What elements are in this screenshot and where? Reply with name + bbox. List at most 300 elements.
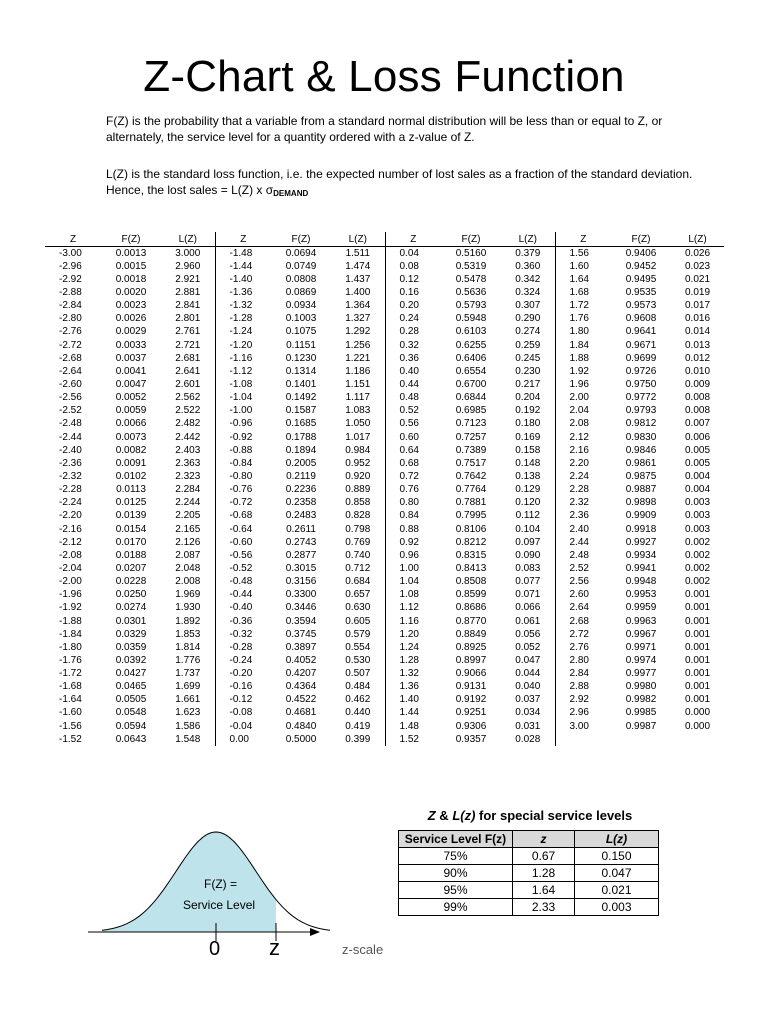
- cell-lz: 1.474: [331, 260, 385, 273]
- cell-z: -2.48: [59, 418, 82, 430]
- table-row: [45, 681, 724, 694]
- table-row: [399, 882, 659, 899]
- table-row: [45, 628, 724, 641]
- cell-lz: 2.126: [161, 536, 215, 549]
- table-row: [45, 300, 724, 313]
- special-cell-lz: 0.150: [575, 848, 659, 865]
- cell-fz: 0.0594: [115, 720, 147, 732]
- cell-z: 2.84: [569, 668, 589, 680]
- cell-z: -1.68: [59, 681, 82, 693]
- table-row: [45, 720, 724, 733]
- z-label: z: [269, 935, 280, 960]
- cell-fz: 0.9573: [625, 300, 657, 312]
- cell-z: -1.32: [229, 300, 253, 312]
- cell-lz: 0.324: [501, 286, 555, 299]
- cell-z: -1.08: [229, 378, 253, 390]
- table-row: [45, 589, 724, 602]
- cell-lz: 0.021: [684, 273, 711, 285]
- cell-lz: 0.712: [331, 562, 385, 575]
- table-row: [45, 497, 724, 510]
- cell-fz: 0.0033: [115, 339, 147, 351]
- cell-z: 2.28: [569, 484, 589, 496]
- cell-lz: 0.440: [331, 707, 385, 720]
- cell-z: -0.84: [229, 457, 253, 469]
- cell-lz: [671, 733, 724, 746]
- cell-lz: 0.001: [684, 694, 711, 706]
- cell-lz: 1.017: [331, 431, 385, 444]
- special-cell-lz: 0.003: [575, 899, 659, 916]
- cell-z: 0.60: [399, 431, 419, 443]
- cell-z: 3.00: [569, 720, 589, 732]
- special-cell-z: 0.67: [513, 848, 575, 865]
- cell-z: 2.24: [569, 470, 589, 482]
- special-cell-z: 1.64: [513, 882, 575, 899]
- cell-fz: 0.8106: [455, 523, 487, 535]
- cell-lz: 0.657: [331, 589, 385, 602]
- cell-fz: 0.1003: [285, 313, 317, 325]
- cell-fz: 0.6103: [455, 326, 487, 338]
- cell-lz: 0.023: [684, 260, 711, 272]
- cell-lz: 0.090: [501, 549, 555, 562]
- cell-fz: 0.4364: [285, 681, 317, 693]
- cell-lz: 0.001: [684, 615, 711, 627]
- cell-z: -2.76: [59, 326, 82, 338]
- cell-z: 2.08: [569, 418, 589, 430]
- cell-lz: 2.721: [161, 339, 215, 352]
- cell-fz: 0.1401: [285, 378, 317, 390]
- cell-z: -2.28: [59, 484, 82, 496]
- cell-fz: 0.0548: [115, 707, 147, 719]
- cell-z: -2.60: [59, 378, 82, 390]
- cell-fz: 0.9987: [625, 720, 657, 732]
- cell-lz: 2.960: [161, 260, 215, 273]
- cell-lz: 1.083: [331, 405, 385, 418]
- cell-lz: 1.776: [161, 654, 215, 667]
- cell-fz: 0.0188: [115, 549, 147, 561]
- cell-z: -1.04: [229, 392, 253, 404]
- special-levels-title: [400, 808, 660, 823]
- cell-lz: 0.858: [331, 497, 385, 510]
- cell-z: 1.32: [399, 668, 419, 680]
- cell-lz: 2.442: [161, 431, 215, 444]
- cell-z: 1.88: [569, 352, 589, 364]
- cell-lz: 0.008: [684, 392, 711, 404]
- cell-lz: 0.507: [331, 668, 385, 681]
- cell-fz: 0.0329: [115, 628, 147, 640]
- cell-fz: 0.9066: [455, 668, 487, 680]
- cell-lz: 0.798: [331, 523, 385, 536]
- cell-fz: 0.9495: [625, 273, 657, 285]
- cell-fz: 0.8925: [455, 641, 487, 653]
- cell-lz: 0.013: [684, 339, 711, 351]
- cell-fz: 0.2119: [286, 470, 316, 482]
- cell-lz: 0.419: [331, 720, 385, 733]
- cell-lz: 0.920: [331, 470, 385, 483]
- cell-fz: 0.2358: [285, 497, 317, 509]
- cell-fz: 0.3300: [285, 589, 317, 601]
- cell-lz: 0.005: [684, 444, 711, 456]
- cell-z: -1.72: [59, 668, 82, 680]
- cell-fz: 0.0228: [115, 576, 147, 588]
- cell-z: -1.52: [59, 733, 82, 745]
- cell-z: -1.28: [229, 313, 253, 325]
- header-lz: L(z): [575, 831, 659, 848]
- cell-z: -2.32: [59, 470, 82, 482]
- cell-z: -2.96: [59, 260, 82, 272]
- cell-fz: 0.2236: [285, 484, 317, 496]
- cell-fz: 0.1587: [285, 405, 317, 417]
- cell-z: 1.16: [399, 615, 419, 627]
- cell-fz: [611, 733, 671, 746]
- cell-lz: 1.221: [331, 352, 385, 365]
- cell-z: -0.24: [229, 654, 253, 666]
- cell-lz: 0.077: [501, 576, 555, 589]
- cell-fz: 0.9875: [625, 470, 657, 482]
- cell-lz: 1.186: [331, 365, 385, 378]
- cell-lz: 1.661: [161, 694, 215, 707]
- cell-lz: 0.104: [501, 523, 555, 536]
- cell-fz: 0.7389: [455, 444, 487, 456]
- cell-z: 2.04: [569, 405, 589, 417]
- cell-lz: 0.006: [684, 431, 711, 443]
- cell-lz: 0.031: [501, 720, 555, 733]
- cell-lz: 2.048: [161, 562, 215, 575]
- cell-z: -2.80: [59, 313, 82, 325]
- cell-lz: 0.274: [501, 326, 555, 339]
- cell-lz: 0.007: [684, 418, 711, 430]
- cell-lz: 2.881: [161, 286, 215, 299]
- cell-z: 0.88: [399, 523, 419, 535]
- cell-fz: 0.9927: [625, 536, 657, 548]
- cell-lz: 0.047: [501, 654, 555, 667]
- cell-z: 0.56: [399, 418, 419, 430]
- cell-z: -0.56: [229, 549, 253, 561]
- bell-curve-svg: [80, 820, 400, 970]
- cell-z: -0.32: [229, 628, 253, 640]
- col-header-fz: F(Z): [441, 232, 501, 247]
- cell-lz: 0.630: [331, 602, 385, 615]
- table-row: [45, 405, 724, 418]
- cell-z: 0.92: [399, 536, 419, 548]
- cell-fz: 0.9192: [455, 694, 487, 706]
- table-row: [45, 392, 724, 405]
- cell-lz: 0.010: [684, 365, 711, 377]
- cell-fz: 0.0869: [285, 286, 317, 298]
- cell-z: -1.88: [59, 615, 82, 627]
- cell-fz: 0.0091: [115, 457, 147, 469]
- cell-z: -1.12: [229, 365, 253, 377]
- fz-label-line2: Service Level: [183, 898, 256, 912]
- cell-z: -2.08: [59, 549, 82, 561]
- cell-lz: 0.180: [501, 418, 555, 431]
- cell-z: 0.64: [399, 444, 419, 456]
- cell-z: -0.08: [229, 707, 253, 719]
- cell-z: -1.60: [59, 707, 82, 719]
- cell-fz: 0.6985: [455, 405, 487, 417]
- cell-z: 0.24: [399, 313, 419, 325]
- cell-fz: 0.8413: [455, 562, 487, 574]
- cell-z: 1.84: [569, 339, 589, 351]
- col-header-fz: F(Z): [611, 232, 671, 247]
- cell-fz: 0.9963: [625, 615, 657, 627]
- table-row: [399, 899, 659, 916]
- col-header-lz: L(Z): [671, 232, 724, 247]
- cell-lz: 1.292: [331, 326, 385, 339]
- cell-fz: 0.5319: [455, 260, 487, 272]
- cell-lz: 0.037: [501, 694, 555, 707]
- cell-lz: 0.530: [331, 654, 385, 667]
- cell-z: 0.00: [229, 733, 249, 745]
- cell-z: -1.56: [59, 720, 82, 732]
- cell-fz: 0.9699: [625, 352, 657, 364]
- cell-lz: 0.952: [331, 457, 385, 470]
- z-scale-label: z-scale: [342, 942, 384, 957]
- cell-lz: 0.002: [684, 562, 711, 574]
- table-row: [45, 313, 724, 326]
- cell-fz: 0.1075: [285, 326, 317, 338]
- cell-fz: 0.9452: [625, 260, 657, 272]
- cell-z: -0.16: [229, 681, 253, 693]
- cell-fz: 0.0694: [285, 247, 317, 259]
- cell-fz: 0.0207: [115, 562, 147, 574]
- table-row: [45, 457, 724, 470]
- cell-lz: 0.097: [501, 536, 555, 549]
- cell-lz: 1.400: [331, 286, 385, 299]
- cell-z: 1.92: [569, 365, 589, 377]
- cell-z: -2.04: [59, 562, 82, 574]
- cell-lz: 0.245: [501, 352, 555, 365]
- cell-fz: 0.8849: [455, 628, 487, 640]
- cell-fz: 0.0113: [116, 484, 146, 496]
- fz-label-line1: F(Z) =: [204, 877, 237, 891]
- cell-lz: 0.040: [501, 681, 555, 694]
- cell-fz: 0.0073: [115, 431, 147, 443]
- table-row: [45, 352, 724, 365]
- cell-fz: 0.5948: [455, 313, 487, 325]
- cell-fz: 0.0643: [115, 733, 147, 745]
- cell-z: 2.56: [569, 576, 589, 588]
- cell-lz: 0.028: [501, 733, 555, 746]
- cell-z: -2.20: [59, 510, 82, 522]
- cell-z: -0.68: [229, 510, 253, 522]
- cell-lz: 2.761: [161, 326, 215, 339]
- cell-lz: 1.327: [331, 313, 385, 326]
- cell-z: 1.64: [569, 273, 589, 285]
- cell-lz: 0.002: [684, 549, 711, 561]
- cell-z: -1.16: [229, 352, 253, 364]
- cell-fz: 0.0102: [115, 470, 147, 482]
- cell-lz: 0.003: [684, 497, 711, 509]
- cell-fz: 0.0015: [115, 260, 147, 272]
- cell-fz: 0.0250: [115, 589, 147, 601]
- cell-z: -0.96: [229, 418, 253, 430]
- table-row: [45, 707, 724, 720]
- cell-z: -2.16: [59, 523, 82, 535]
- cell-z: 1.76: [569, 313, 589, 325]
- special-table-body: [399, 848, 659, 916]
- cell-fz: 0.0041: [115, 365, 147, 377]
- table-row: [399, 848, 659, 865]
- special-cell-z: 1.28: [513, 865, 575, 882]
- cell-fz: 0.7881: [455, 497, 487, 509]
- cell-fz: 0.0018: [115, 273, 147, 285]
- cell-z: 1.04: [399, 576, 419, 588]
- cell-fz: 0.2483: [285, 510, 317, 522]
- table-row: [45, 365, 724, 378]
- cell-z: 0.84: [399, 510, 419, 522]
- cell-fz: 0.9974: [625, 654, 657, 666]
- cell-z: 2.72: [569, 628, 589, 640]
- cell-lz: 0.138: [501, 470, 555, 483]
- cell-fz: 0.9641: [625, 326, 657, 338]
- cell-fz: 0.9948: [625, 576, 657, 588]
- table-row: [45, 694, 724, 707]
- cell-fz: 0.9846: [625, 444, 657, 456]
- cell-fz: 0.8212: [455, 536, 487, 548]
- cell-z: -0.92: [229, 431, 253, 443]
- cell-lz: 2.363: [161, 457, 215, 470]
- table-row: [45, 260, 724, 273]
- table-row: [45, 562, 724, 575]
- cell-fz: 0.9909: [625, 510, 657, 522]
- cell-fz: 0.1314: [285, 365, 317, 377]
- cell-lz: 0.217: [501, 378, 555, 391]
- cell-z: 1.12: [399, 602, 419, 614]
- cell-z: -0.76: [229, 484, 253, 496]
- cell-lz: 1.117: [331, 392, 385, 405]
- cell-lz: 0.008: [684, 405, 711, 417]
- table-row: [45, 641, 724, 654]
- cell-lz: 2.681: [161, 352, 215, 365]
- cell-fz: 0.2005: [285, 457, 317, 469]
- cell-z: 2.92: [569, 694, 589, 706]
- col-header-z: Z: [215, 232, 271, 247]
- cell-lz: 0.684: [331, 576, 385, 589]
- cell-z: -1.24: [229, 326, 253, 338]
- cell-fz: 0.0037: [115, 352, 147, 364]
- cell-z: -1.80: [59, 641, 82, 653]
- cell-fz: 0.9861: [625, 457, 657, 469]
- table-row: [45, 339, 724, 352]
- cell-lz: 0.052: [501, 641, 555, 654]
- cell-lz: 2.403: [161, 444, 215, 457]
- cell-z: 1.72: [569, 300, 589, 312]
- header-z: z: [513, 831, 575, 848]
- cell-z: 2.32: [569, 497, 589, 509]
- cell-z: -0.20: [229, 668, 253, 680]
- cell-lz: 2.205: [161, 510, 215, 523]
- col-header-lz: L(Z): [161, 232, 215, 247]
- table-row: [45, 286, 724, 299]
- cell-lz: 1.586: [161, 720, 215, 733]
- table-row: [45, 654, 724, 667]
- cell-fz: 0.3015: [285, 562, 317, 574]
- cell-fz: 0.0020: [115, 286, 147, 298]
- cell-fz: 0.4207: [285, 668, 317, 680]
- cell-lz: 0.379: [501, 247, 555, 261]
- cell-lz: 1.364: [331, 300, 385, 313]
- cell-lz: 0.026: [684, 247, 711, 259]
- cell-fz: 0.9887: [625, 484, 657, 496]
- cell-z: 0.32: [399, 339, 419, 351]
- cell-z: 1.68: [569, 286, 589, 298]
- table-row: [45, 733, 724, 746]
- table-row: [45, 536, 724, 549]
- special-cell-lz: 0.047: [575, 865, 659, 882]
- special-cell-service-level: 75%: [399, 848, 513, 865]
- cell-lz: 0.001: [684, 654, 711, 666]
- cell-z: -1.20: [229, 339, 253, 351]
- sigma-subscript: DEMAND: [273, 189, 309, 198]
- cell-z: -0.28: [229, 641, 253, 653]
- cell-lz: 1.548: [161, 733, 215, 746]
- cell-fz: 0.6700: [455, 378, 487, 390]
- cell-fz: 0.9793: [625, 405, 657, 417]
- cell-fz: 0.4522: [285, 694, 317, 706]
- special-cell-service-level: 95%: [399, 882, 513, 899]
- cell-z: -2.56: [59, 392, 82, 404]
- cell-lz: 0.002: [684, 536, 711, 548]
- fz-definition: F(Z) is the probability that a variable from a standard normal distribution will be less than or equal to Z, or alternately, the service level for a quantity ordered with a z-value of Z.: [106, 114, 663, 144]
- cell-lz: 0.112: [501, 510, 555, 523]
- z-axis-arrow-icon: [310, 928, 320, 936]
- cell-z: 0.72: [399, 470, 419, 482]
- cell-z: -0.80: [229, 470, 253, 482]
- col-header-z: Z: [385, 232, 441, 247]
- cell-lz: 0.071: [501, 589, 555, 602]
- cell-fz: 0.3156: [285, 576, 317, 588]
- cell-fz: 0.9953: [625, 589, 657, 601]
- cell-fz: 0.9306: [455, 720, 487, 732]
- cell-z: -1.40: [229, 273, 253, 285]
- cell-lz: 0.001: [684, 641, 711, 653]
- cell-fz: 0.9959: [625, 602, 657, 614]
- cell-fz: 0.3897: [285, 641, 317, 653]
- cell-lz: 0.360: [501, 260, 555, 273]
- cell-z: -2.84: [59, 300, 82, 312]
- cell-lz: 0.484: [331, 681, 385, 694]
- cell-fz: 0.9971: [625, 641, 657, 653]
- table-row: [45, 378, 724, 391]
- cell-z: -0.36: [229, 615, 253, 627]
- cell-fz: 0.0934: [285, 300, 317, 312]
- table-row: [399, 865, 659, 882]
- cell-z: 1.24: [399, 641, 419, 653]
- cell-fz: 0.8315: [455, 549, 487, 561]
- cell-lz: 2.522: [161, 405, 215, 418]
- table-row: [45, 326, 724, 339]
- cell-fz: 0.0154: [115, 523, 147, 535]
- cell-z: 2.64: [569, 602, 589, 614]
- cell-fz: 0.0749: [285, 260, 317, 272]
- cell-lz: 0.462: [331, 694, 385, 707]
- cell-lz: 0.000: [684, 720, 711, 732]
- table-row: [45, 431, 724, 444]
- cell-lz: 1.256: [331, 339, 385, 352]
- cell-fz: 0.9934: [625, 549, 657, 561]
- cell-z: 0.16: [399, 286, 419, 298]
- cell-fz: 0.1492: [285, 392, 317, 404]
- cell-fz: 0.1894: [285, 444, 317, 456]
- cell-lz: 0.769: [331, 536, 385, 549]
- cell-fz: 0.6406: [455, 352, 487, 364]
- sigma-symbol: σ: [265, 183, 274, 197]
- cell-fz: 0.3446: [285, 602, 317, 614]
- cell-fz: 0.6844: [455, 392, 487, 404]
- cell-z: 1.28: [399, 654, 419, 666]
- cell-z: 1.60: [569, 260, 589, 272]
- cell-lz: 0.259: [501, 339, 555, 352]
